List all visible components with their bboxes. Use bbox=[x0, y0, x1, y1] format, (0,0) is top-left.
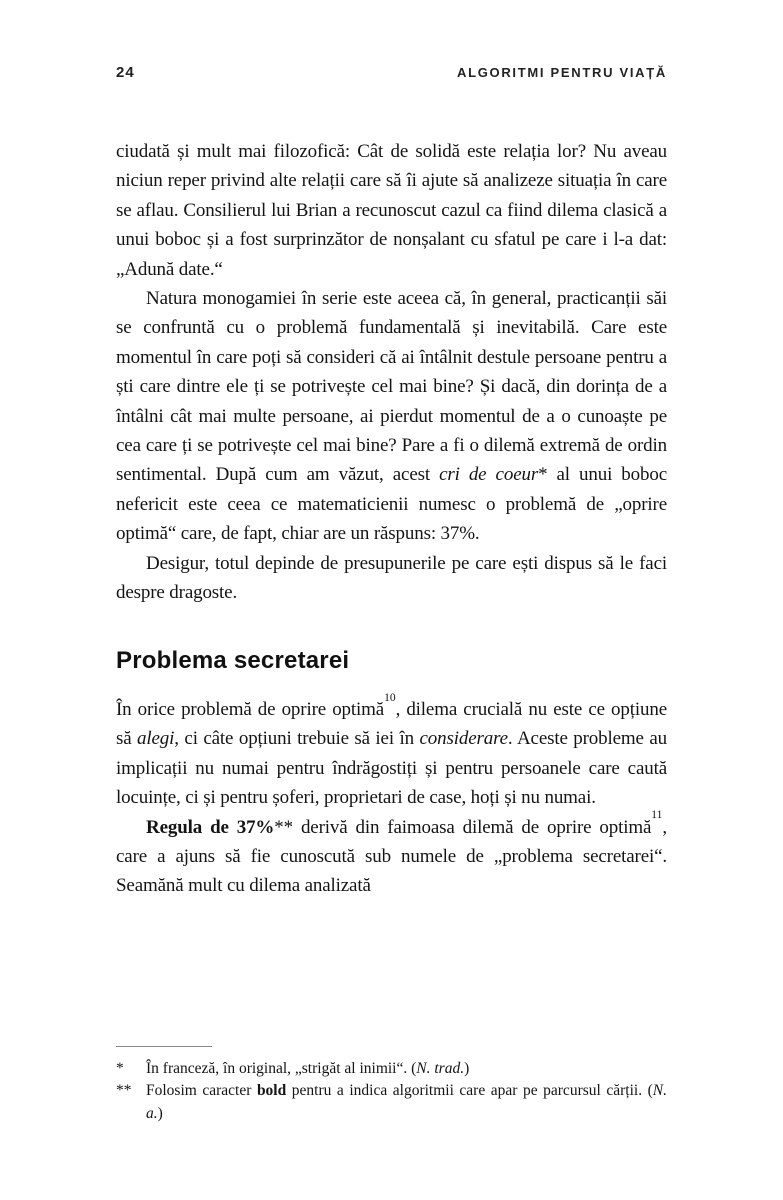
text-run: pentru a indica algoritmii care apar pe parcursul cărții. ( bbox=[286, 1082, 653, 1100]
paragraph-3 bbox=[116, 549, 667, 608]
bold-phrase-regula-de-37: Regula de 37% bbox=[146, 816, 275, 838]
italic-note-autor: N. a. bbox=[146, 1082, 667, 1123]
page-text bbox=[116, 137, 667, 901]
text-run: În orice problemă de oprire optimă bbox=[116, 698, 385, 720]
footnote-marker: ** bbox=[116, 1082, 132, 1100]
text-run: , care a ajuns să fie cunoscută sub numele de „problema secretarei“. Seamănă mult cu dilema analizată bbox=[116, 816, 667, 897]
text-run: , dilema crucială nu este ce opțiune să bbox=[116, 698, 667, 750]
italic-note-trad: N. trad. bbox=[416, 1059, 465, 1077]
text-run: ) bbox=[157, 1105, 163, 1123]
text-run: ) bbox=[464, 1059, 470, 1077]
bold-word-bold: bold bbox=[256, 1082, 287, 1100]
footnote-item-1 bbox=[116, 1058, 667, 1081]
running-title: ALGORITMI PENTRU VIAȚĂ bbox=[456, 65, 667, 80]
footnotes-section bbox=[116, 1046, 667, 1126]
footnote-text bbox=[146, 1058, 667, 1081]
text-run: Desigur, totul depinde de presupunerile pe care ești dispus să le faci despre dragoste. bbox=[116, 552, 667, 604]
text-run: * al unui boboc nefericit este ceea ce matematicienii numesc o problemă de „oprire optimă“ care, de fapt, chiar are un răspuns: 37%. bbox=[116, 464, 667, 545]
footnote-text bbox=[146, 1080, 667, 1126]
italic-word-alegi: alegi bbox=[137, 728, 175, 750]
text-run: În franceză, în original, „strigăt al inimii“. ( bbox=[146, 1059, 417, 1077]
page-number: 24 bbox=[116, 64, 135, 81]
footnote-ref-double-asterisk: ** bbox=[274, 816, 293, 838]
section-heading: Problema secretarei bbox=[116, 646, 350, 674]
text-run: . Aceste probleme au implicații nu numai pentru îndrăgostiți și pentru persoanele care caută locuințe, ci și pentru șoferi, proprietari de case, hoți și nu numai. bbox=[116, 728, 667, 809]
paragraph-5 bbox=[116, 809, 667, 901]
paragraph-1 bbox=[116, 137, 667, 284]
text-run: derivă din faimoasa dilemă de oprire optimă bbox=[292, 816, 652, 838]
italic-word-considerare: considerare bbox=[419, 728, 508, 750]
text-run: Folosim caracter bbox=[146, 1082, 257, 1100]
footnote-marker: * bbox=[116, 1059, 124, 1077]
footnote-item-2 bbox=[116, 1080, 667, 1126]
text-run: Natura monogamiei în serie este aceea că, în general, practicanții săi se confruntă cu o problemă fundamentală și inevitabilă. Care este momentul în care poți să consideri că ai întâlnit destule persoane pentru a ști care dintre ele ți se potrivește cel mai bine? Și dacă, din dorința de a întâlni cât mai multe persoane, ai pierdut momentul de a o cunoaște pe cea care ți se potrivește cel mai bine? Pare a fi o dilemă extremă de ordin sentimental. După cum am văzut, acest bbox=[116, 288, 667, 486]
page-header bbox=[116, 64, 667, 81]
footnote-ref-11: 11 bbox=[651, 809, 663, 822]
footnote-ref-10: 10 bbox=[384, 691, 396, 704]
italic-phrase-cri-de-coeur: cri de coeur bbox=[439, 464, 539, 486]
paragraph-2 bbox=[116, 284, 667, 549]
paragraph-4 bbox=[116, 691, 667, 813]
text-run: ciudată și mult mai filozofică: Cât de solidă este relația lor? Nu aveau niciun reper privind alte relații care să îi ajute să analizeze situația în care se aflau. Consilierul lui Brian a recunoscut cazul ca fiind dilema clasică a unui boboc și a fost surprinzător de nonșalant cu sfatul pe care i l-a dat: „Adună date.“ bbox=[116, 141, 667, 280]
footnote-rule bbox=[116, 1046, 212, 1047]
text-run: , ci câte opțiuni trebuie să iei în bbox=[174, 728, 420, 750]
